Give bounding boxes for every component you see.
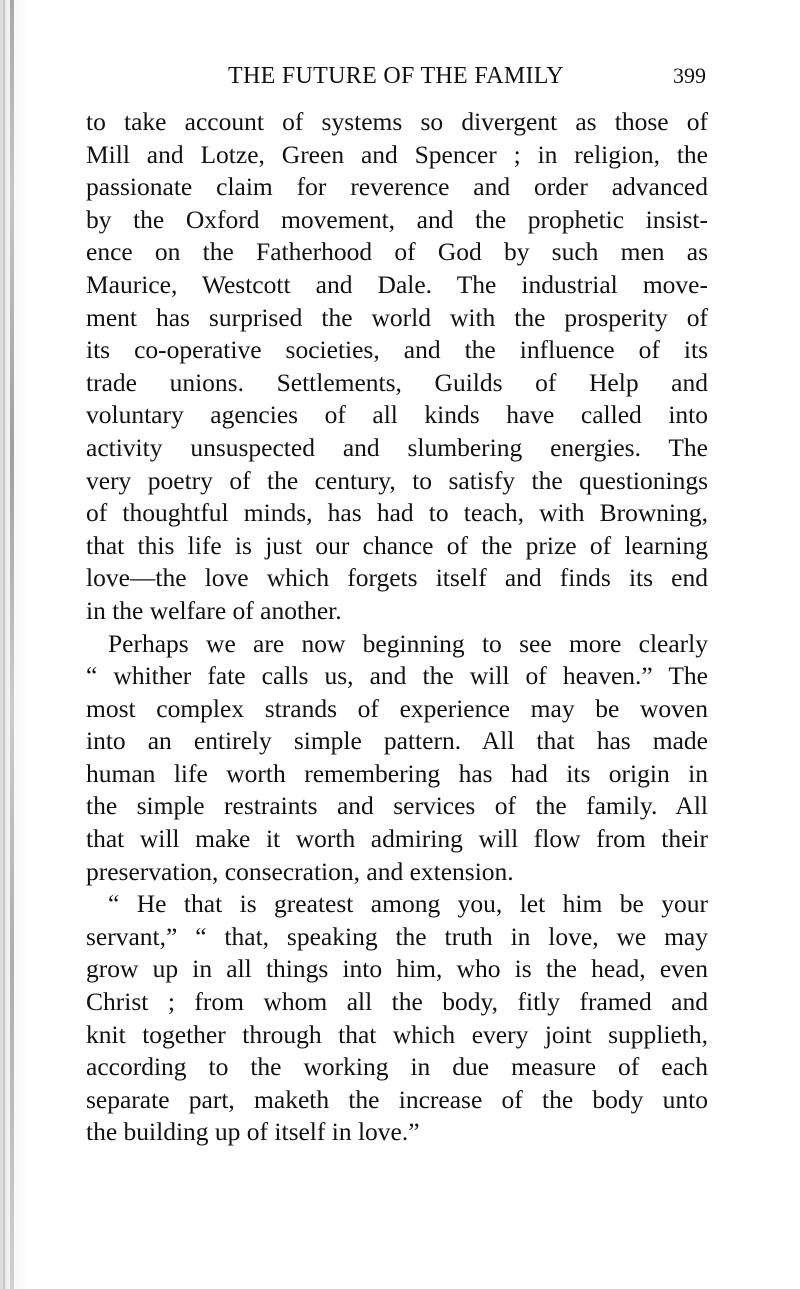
text-line: grow up in all things into him, who is the head, even <box>86 954 708 984</box>
paragraph-end-line: the building up of itself in love.” <box>86 1117 420 1147</box>
text-line: most complex strands of experience may be woven <box>86 693 708 723</box>
text-line: to take account of systems so divergent as those of <box>86 107 708 136</box>
text-line: very poetry of the century, to satisfy the questionings <box>86 465 708 495</box>
running-title: THE FUTURE OF THE FAMILY <box>228 63 564 89</box>
paragraph-start-line: Perhaps we are now beginning to see more clearly <box>108 628 708 658</box>
text-line: human life worth remembering has had its origin in <box>86 758 708 788</box>
text-line: into an entirely simple pattern. All that has made <box>86 726 708 756</box>
text-line: trade unions. Settlements, Guilds of Help and <box>86 367 708 397</box>
text-line: “ whither fate calls us, and the will of heaven.” The <box>86 661 708 691</box>
text-line: Mill and Lotze, Green and Spencer ; in religion, the <box>86 139 708 169</box>
text-line: ment has surprised the world with the prosperity of <box>86 302 708 332</box>
text-line: according to the working in due measure of each <box>86 1052 708 1082</box>
text-line: servant,” “ that, speaking the truth in love, we may <box>86 921 708 951</box>
text-line: Maurice, Westcott and Dale. The industrial move- <box>86 269 708 299</box>
text-line: knit together through that which every joint supplieth, <box>86 1019 708 1049</box>
paragraph-end-line: preservation, consecration, and extension. <box>86 856 514 886</box>
text-line: voluntary agencies of all kinds have called into <box>86 400 708 430</box>
body-text <box>86 106 708 1149</box>
text-line: that this life is just our chance of the prize of learning <box>86 530 708 560</box>
text-line: passionate claim for reverence and order advanced <box>86 172 708 202</box>
text-line: that will make it worth admiring will flow from their <box>86 824 708 854</box>
text-line: love—the love which forgets itself and finds its end <box>86 563 708 593</box>
text-line: of thoughtful minds, has had to teach, with Browning, <box>86 498 708 528</box>
paragraph-end-line: in the welfare of another. <box>86 595 342 625</box>
text-line: its co-operative societies, and the influence of its <box>86 335 708 365</box>
text-line: by the Oxford movement, and the prophetic insist- <box>86 204 708 234</box>
book-binding-edge <box>0 0 40 1289</box>
text-line: separate part, maketh the increase of the body unto <box>86 1084 708 1114</box>
text-line: the simple restraints and services of the family. All <box>86 791 708 821</box>
paragraph-start-line: “ He that is greatest among you, let him be your <box>108 889 708 919</box>
text-line: Christ ; from whom all the body, fitly framed and <box>86 987 708 1017</box>
running-header <box>86 58 706 94</box>
page-number: 399 <box>673 63 706 88</box>
text-line: activity unsuspected and slumbering energies. The <box>86 432 708 462</box>
text-line: ence on the Fatherhood of God by such men as <box>86 237 708 267</box>
